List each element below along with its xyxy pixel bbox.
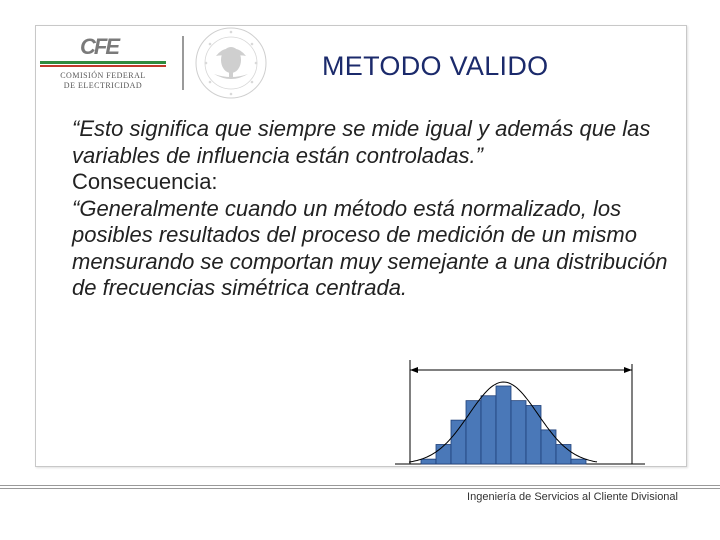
footer-rule-top: [0, 485, 720, 486]
histogram-bar: [436, 445, 451, 465]
histogram-chart: [395, 360, 645, 470]
range-arrow-right: [624, 367, 632, 373]
histogram-bar: [421, 459, 436, 464]
histogram-bar: [556, 445, 571, 465]
histogram-bar: [481, 396, 496, 464]
slide-title: METODO VALIDO: [322, 51, 549, 81]
body-text: [72, 116, 692, 302]
footer-text: Ingeniería de Servicios al Cliente Divisional: [467, 491, 678, 503]
histogram-bar: [571, 459, 586, 464]
logo-divider: [182, 36, 184, 90]
histogram-bar: [466, 401, 481, 464]
consequence-quote: “Generalmente cuando un método está normalizado, los posibles resultados del proceso de medición de un mismo mensurando se comportan muy semejante a una distribución de frecuencias simétrica centrada.: [72, 195, 668, 300]
histogram-bar: [496, 386, 511, 464]
logo-red-bar: [40, 65, 166, 67]
logo-green-bar: [40, 61, 166, 64]
range-arrow-left: [410, 367, 418, 373]
histogram-bar: [451, 420, 466, 464]
cfe-logo: [36, 34, 170, 90]
logo-line-2: DE ELECTRICIDAD: [63, 81, 143, 90]
logo-line-1: COMISIÓN FEDERAL: [60, 71, 146, 80]
logo-wordmark: CFE: [80, 34, 118, 59]
definition-quote: “Esto significa que siempre se mide igual y además que las variables de influencia están controladas.”: [72, 116, 651, 168]
histogram-bar: [526, 406, 541, 465]
consequence-label: Consecuencia:: [72, 169, 218, 194]
footer-rule-bottom: [0, 488, 720, 489]
histogram-bar: [511, 401, 526, 464]
mexico-seal-icon: [194, 26, 268, 100]
